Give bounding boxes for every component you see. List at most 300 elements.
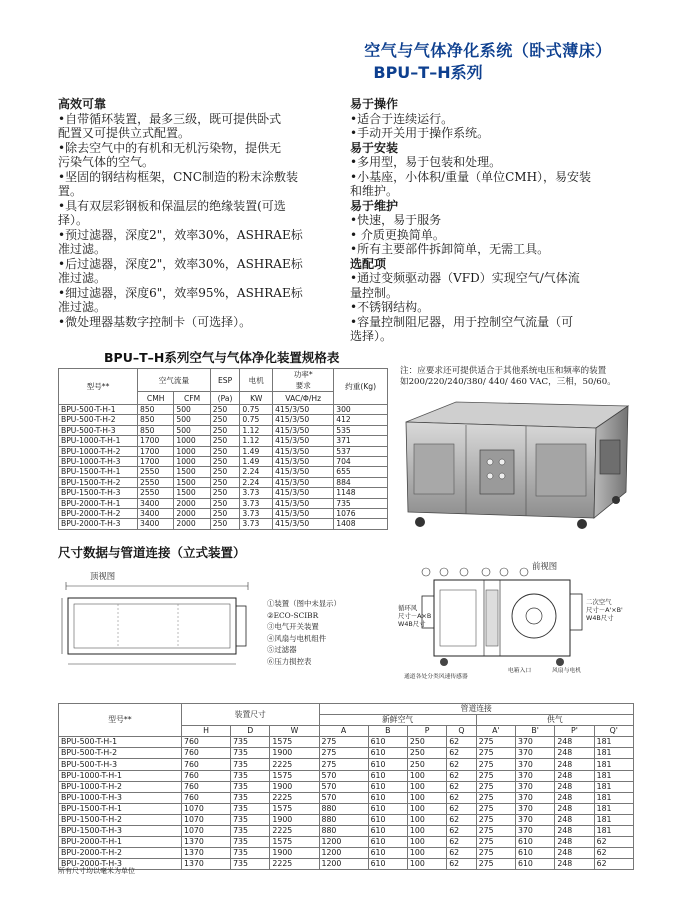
feature-line: •后过滤器，深度2"，效率30%，ASHRAE标 [58,256,303,271]
table-cell: 1700 [138,457,174,467]
table-cell: 415/3/50 [273,488,334,498]
table-cell: 370 [516,759,555,770]
table-cell: 1.12 [240,425,273,435]
table-cell: 1370 [182,859,231,870]
table-cell: BPU-1500-T-H-3 [59,826,182,837]
table-cell: 1000 [174,446,210,456]
dim-subheader: Q [447,726,476,737]
table-cell: 275 [476,859,515,870]
table-cell: 735 [231,814,270,825]
table-cell: 415/3/50 [273,467,334,477]
feature-line: •容量控制阻尼器，用于控制空气流量（可 [350,314,574,329]
table-cell: 1900 [270,748,319,759]
table-cell: 1575 [270,770,319,781]
col-cfm: CFM [174,392,210,405]
purifier-unit-illustration [396,400,636,534]
table-cell: 275 [319,748,368,759]
table-cell: 537 [334,446,388,456]
right-duct-line2: 尺寸－A'×B' [586,606,623,614]
dimension-table [58,703,634,870]
top-view-label: 顶视图 [90,571,116,581]
table-cell: 250 [407,748,446,759]
table-cell: 610 [368,826,407,837]
table-cell: 275 [476,848,515,859]
table-cell: 275 [476,826,515,837]
table-cell: 370 [516,737,555,748]
col-power-unit: VAC/Φ/Hz [273,392,334,405]
table-cell: 415/3/50 [273,457,334,467]
table-cell: BPU-1000-T-H-2 [59,446,138,456]
table-cell: 735 [231,826,270,837]
table-cell: 248 [555,759,594,770]
table-row [59,781,634,792]
table-cell: 100 [407,792,446,803]
table-cell: 250 [210,509,240,519]
right-duct-line1: 二次空气 [586,598,612,606]
table-cell: 100 [407,814,446,825]
feature-line: •除去空气中的有机和无机污染物，提供无 [58,140,282,155]
table-cell: 1000 [174,436,210,446]
feature-line: 准过滤。 [58,271,107,285]
table-row [59,436,388,446]
table-cell: 62 [447,803,476,814]
feature-heading: 易于操作 [350,97,399,111]
table-cell: 655 [334,467,388,477]
table-cell: 412 [334,415,388,425]
table-cell: 250 [210,457,240,467]
table-cell: 610 [516,848,555,859]
table-cell: 371 [334,436,388,446]
col-power-label2: 要求 [295,381,311,390]
table-cell: 2225 [270,792,319,803]
table-cell: 610 [368,859,407,870]
dim-col-supply: 供气 [476,715,633,726]
col-esp-unit: (Pa) [210,392,240,405]
table-row [59,826,634,837]
table-cell: 3.73 [240,488,273,498]
col-flow: 空气流量 [138,369,211,392]
table-cell: BPU-1500-T-H-2 [59,814,182,825]
table-cell: 62 [594,859,633,870]
table-cell: 610 [368,759,407,770]
feature-line: •快速，易于服务 [350,213,442,227]
table-cell: 2000 [174,509,210,519]
table-cell: 370 [516,814,555,825]
table-cell: 1700 [138,446,174,456]
table-cell: 415/3/50 [273,519,334,529]
table-cell: 248 [555,837,594,848]
table-cell: 610 [368,848,407,859]
table-cell: 704 [334,457,388,467]
dim-subheader: W [270,726,319,737]
dim-subheader: D [231,726,270,737]
feature-heading: 选配项 [350,256,387,271]
table-cell: 181 [594,748,633,759]
dim-subheader: P [407,726,446,737]
feature-line: •坚固的钢结构框架，CNC制造的粉末涂敷装 [58,169,298,184]
table-cell: 62 [594,837,633,848]
table-cell: 3.73 [240,519,273,529]
features-left-column [58,97,340,329]
table-row [59,425,388,435]
table-cell: 248 [555,781,594,792]
table-cell: 760 [182,737,231,748]
table-cell: 570 [319,781,368,792]
spec-table [58,368,388,530]
table-cell: 248 [555,770,594,781]
left-duct-line3: W4B尺寸 [398,620,426,628]
table-cell: 1070 [182,803,231,814]
legend-item: ④风扇与电机组件 [267,633,327,643]
table-cell: 2.24 [240,477,273,487]
legend-item: ⑤过滤器 [267,645,297,655]
table-cell: 62 [447,826,476,837]
table-cell: 610 [368,748,407,759]
table-cell: 250 [210,425,240,435]
page-title: 空气与气体净化系统（卧式薄床） [364,41,612,60]
table-cell: 1.49 [240,457,273,467]
table-cell: 62 [447,859,476,870]
table-cell: 181 [594,759,633,770]
feature-line: 选择）。 [350,329,393,343]
table-row [59,446,388,456]
table-cell: 250 [210,415,240,425]
col-power-label: 功率* [293,370,313,379]
table-cell: 181 [594,803,633,814]
dims-heading: 尺寸数据与管道连接（立式装置） [58,545,246,560]
table-cell: 2225 [270,759,319,770]
table-cell: BPU-1000-T-H-1 [59,436,138,446]
spec-table-heading: BPU–T–H系列空气与气体净化装置规格表 [104,350,340,365]
table-cell: 735 [231,803,270,814]
table-cell: 181 [594,826,633,837]
right-duct-label [586,598,623,622]
feature-line: •微处理器基数字控制卡（可选择）。 [58,314,252,329]
feature-line: •具有双层彩钢板和保温层的绝缘装置(可选 [58,198,286,213]
table-cell: 735 [231,770,270,781]
feature-line: •不锈钢结构。 [350,300,430,314]
table-cell: 250 [210,519,240,529]
table-cell: 300 [334,405,388,415]
feature-line: 配置又可提供立式配置。 [58,126,191,140]
table-cell: 1200 [319,837,368,848]
legend-item: ⑥压力损控表 [267,656,312,666]
table-cell: 1408 [334,519,388,529]
table-cell: 735 [231,737,270,748]
table-cell: 880 [319,814,368,825]
table-cell: 250 [210,498,240,508]
table-cell: 3400 [138,498,174,508]
table-cell: 610 [368,781,407,792]
table-cell: 250 [407,737,446,748]
table-cell: 370 [516,770,555,781]
feature-line: •通过变频驱动器（VFD）实现空气/气体流 [350,271,580,285]
dim-subheader: P' [555,726,594,737]
table-cell: BPU-1500-T-H-3 [59,488,138,498]
right-duct-line3: W4B尺寸 [586,614,614,622]
legend-item: ①装置（图中未显示） [267,599,341,608]
table-cell: 610 [368,814,407,825]
dim-subheader: B' [516,726,555,737]
table-row [59,803,634,814]
table-cell: 181 [594,781,633,792]
feature-heading: 高效可靠 [58,97,107,111]
feature-line: 择）。 [58,213,89,227]
table-cell: 275 [476,781,515,792]
left-duct-line1: 循环风 [398,604,418,612]
table-cell: BPU-500-T-H-1 [59,737,182,748]
table-cell: 735 [334,498,388,508]
table-cell: BPU-2000-T-H-2 [59,509,138,519]
table-cell: 275 [476,837,515,848]
table-cell: 760 [182,770,231,781]
table-cell: 1070 [182,814,231,825]
table-cell: 181 [594,770,633,781]
table-cell: 2550 [138,488,174,498]
table-cell: 248 [555,848,594,859]
table-cell: 100 [407,848,446,859]
feature-line: •预过滤器，深度2"，效率30%，ASHRAE标 [58,227,303,242]
table-row [59,519,388,529]
table-row [59,859,634,870]
table-cell: 570 [319,792,368,803]
table-cell: 880 [319,803,368,814]
table-cell: 275 [476,737,515,748]
table-cell: 100 [407,837,446,848]
table-cell: 415/3/50 [273,405,334,415]
table-row [59,467,388,477]
table-cell: BPU-2000-T-H-2 [59,848,182,859]
left-duct-line2: 尺寸－A×B [398,612,432,620]
series-subtitle: BPU–T–H系列 [373,63,483,82]
table-cell: 500 [174,425,210,435]
table-cell: 2225 [270,826,319,837]
table-cell: 2225 [270,859,319,870]
table-cell: 735 [231,792,270,803]
table-cell: 1070 [182,826,231,837]
parts-legend [267,598,341,668]
table-row [59,748,634,759]
dim-subheader: A [319,726,368,737]
table-cell: BPU-500-T-H-3 [59,759,182,770]
table-cell: 415/3/50 [273,509,334,519]
table-cell: 500 [174,415,210,425]
table-cell: 181 [594,792,633,803]
table-cell: BPU-500-T-H-2 [59,415,138,425]
table-cell: 275 [476,792,515,803]
table-cell: BPU-1000-T-H-1 [59,770,182,781]
table-cell: 370 [516,826,555,837]
table-cell: 250 [407,759,446,770]
feature-line: •自带循环装置，最多三级，既可提供卧式 [58,111,282,126]
table-cell: 3400 [138,509,174,519]
front-view-label: 前视图 [532,561,558,571]
table-cell: 100 [407,826,446,837]
table-cell: 760 [182,759,231,770]
table-cell: 1900 [270,848,319,859]
table-cell: 760 [182,792,231,803]
col-power [273,369,334,392]
table-cell: 275 [476,770,515,781]
col-model: 型号** [59,369,138,405]
table-cell: 2.24 [240,467,273,477]
table-cell: 570 [319,770,368,781]
table-cell: 850 [138,405,174,415]
table-cell: 735 [231,837,270,848]
col-motor-unit: KW [240,392,273,405]
table-cell: 100 [407,803,446,814]
table-cell: 248 [555,859,594,870]
feature-line: 准过滤。 [58,300,107,314]
table-cell: BPU-2000-T-H-3 [59,859,182,870]
table-cell: BPU-500-T-H-3 [59,425,138,435]
table-cell: 1200 [319,848,368,859]
table-cell: 610 [516,837,555,848]
feature-line: •小基座，小体积/重量（单位CMH），易安装 [350,169,592,184]
col-cmh: CMH [138,392,174,405]
table-cell: 250 [210,467,240,477]
table-cell: 415/3/50 [273,436,334,446]
dim-subheader: A' [476,726,515,737]
table-cell: 1.49 [240,446,273,456]
table-cell: 181 [594,737,633,748]
table-cell: 181 [594,814,633,825]
feature-line: 准过滤。 [58,242,107,256]
table-cell: 275 [476,748,515,759]
table-cell: 850 [138,415,174,425]
table-row [59,837,634,848]
table-cell: 3400 [138,519,174,529]
table-cell: 1370 [182,848,231,859]
table-cell: 100 [407,781,446,792]
table-cell: 250 [210,446,240,456]
table-row [59,405,388,415]
table-cell: 0.75 [240,415,273,425]
dims-footnote: 所有尺寸均以毫米为单位 [58,867,135,875]
feature-line: •所有主要部件拆卸简单，无需工具。 [350,242,550,256]
table-row [59,814,634,825]
table-row [59,759,634,770]
dim-col-duct: 管道连接 [319,704,634,715]
table-cell: 62 [447,759,476,770]
table-cell: 1370 [182,837,231,848]
table-cell: BPU-2000-T-H-1 [59,498,138,508]
table-row [59,770,634,781]
table-cell: 415/3/50 [273,446,334,456]
table-row [59,415,388,425]
table-cell: 610 [368,737,407,748]
table-cell: BPU-1500-T-H-2 [59,477,138,487]
table-cell: 1500 [174,488,210,498]
dim-col-model: 型号** [59,704,182,737]
table-cell: 248 [555,748,594,759]
table-cell: 1148 [334,488,388,498]
feature-line: • 介质更换简单。 [350,227,445,242]
table-cell: 850 [138,425,174,435]
table-cell: 735 [231,748,270,759]
table-cell: 275 [319,759,368,770]
table-row [59,848,634,859]
table-cell: 610 [368,792,407,803]
dim-col-size: 装置尺寸 [182,704,320,726]
table-cell: 62 [447,748,476,759]
table-cell: 248 [555,803,594,814]
table-cell: 62 [447,737,476,748]
table-row [59,457,388,467]
table-cell: 1.12 [240,436,273,446]
table-cell: 100 [407,770,446,781]
table-cell: 1900 [270,814,319,825]
table-cell: 62 [447,792,476,803]
legend-item: ③电气开关装置 [267,622,319,632]
table-cell: 2000 [174,498,210,508]
table-cell: 610 [368,837,407,848]
table-cell: 62 [447,848,476,859]
table-cell: 500 [174,405,210,415]
table-cell: 250 [210,477,240,487]
table-cell: 1575 [270,837,319,848]
table-cell: 250 [210,488,240,498]
table-cell: 62 [447,770,476,781]
table-cell: 370 [516,803,555,814]
table-cell: 415/3/50 [273,498,334,508]
table-cell: 248 [555,814,594,825]
table-cell: 62 [447,781,476,792]
table-cell: 250 [210,436,240,446]
table-cell: 735 [231,859,270,870]
table-cell: 610 [368,770,407,781]
table-cell: 248 [555,826,594,837]
table-cell: 62 [594,848,633,859]
table-cell: BPU-500-T-H-1 [59,405,138,415]
table-cell: 62 [447,837,476,848]
table-cell: 3.73 [240,509,273,519]
table-cell: 62 [447,814,476,825]
table-cell: BPU-1000-T-H-3 [59,792,182,803]
table-cell: 610 [368,803,407,814]
col-motor: 电机 [240,369,273,392]
table-row [59,498,388,508]
table-row [59,509,388,519]
table-cell: 884 [334,477,388,487]
table-cell: 760 [182,781,231,792]
voltage-note: 注：应要求还可提供适合于其他系统电压和频率的装置 如200/220/240/380/ 440/ 460 VAC，三相，50/60。 [400,366,616,387]
table-cell: 2550 [138,467,174,477]
table-cell: 248 [555,792,594,803]
table-cell: 1500 [174,477,210,487]
legend-item: ②ECO-SCIBR [267,610,319,620]
table-cell: 0.75 [240,405,273,415]
table-cell: 735 [231,848,270,859]
table-cell: 370 [516,792,555,803]
table-cell: 415/3/50 [273,415,334,425]
dim-subheader: H [182,726,231,737]
table-cell: 610 [516,859,555,870]
table-cell: 535 [334,425,388,435]
table-row [59,737,634,748]
table-row [59,477,388,487]
table-cell: 880 [319,826,368,837]
feature-line: •多用型，易于包装和处理。 [350,155,502,169]
dim-subheader: Q' [594,726,633,737]
feature-heading: 易于安装 [350,140,399,155]
feature-line: •细过滤器，深度6"，效率95%，ASHRAE标 [58,285,303,300]
table-cell: 735 [231,781,270,792]
table-cell: BPU-2000-T-H-1 [59,837,182,848]
table-cell: 370 [516,748,555,759]
bottom-label-2: 电箱入口 [508,668,532,674]
top-view-drawing [58,578,258,674]
